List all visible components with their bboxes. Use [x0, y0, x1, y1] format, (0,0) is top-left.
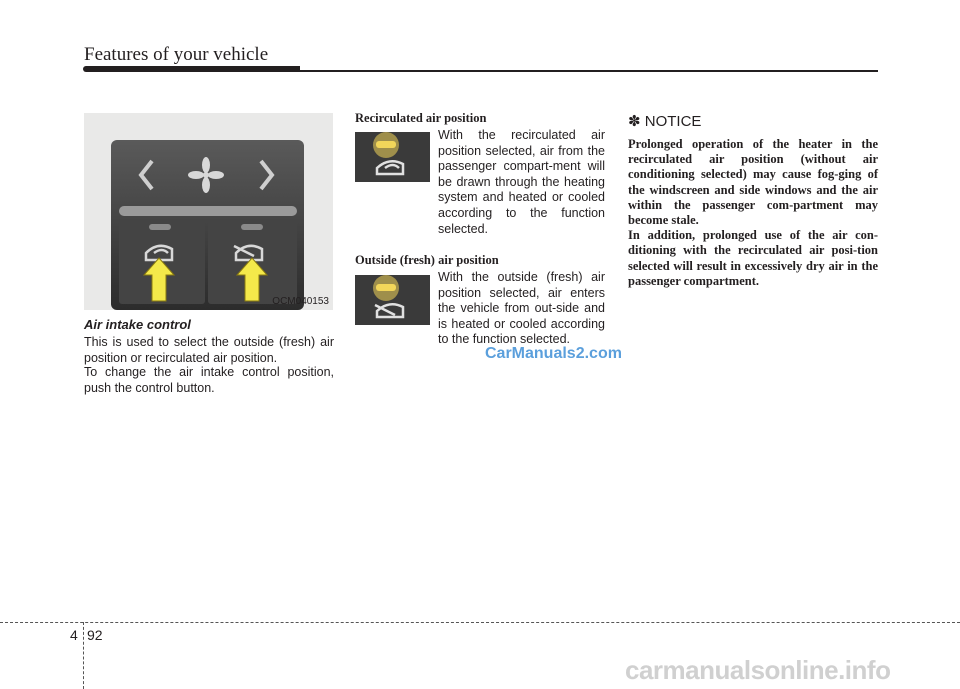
footer-site-text: carmanualsonline.info — [625, 655, 891, 685]
notice-title — [628, 112, 701, 130]
control-panel-figure — [84, 113, 333, 310]
figure-code: OCM040153 — [272, 296, 329, 307]
watermark: CarManuals2.com — [485, 345, 622, 362]
outside-text: With the outside (fresh) air position selected, air enters the vehicle from out-side and is heated or cooled according to the function selected. — [438, 270, 605, 347]
recirculate-icon — [377, 161, 403, 174]
outside-heading: Outside (fresh) air position — [355, 253, 499, 267]
footer-divider — [83, 622, 84, 689]
indicator-led — [376, 284, 396, 291]
notice-symbol: ✽ — [628, 113, 641, 130]
header-rule — [300, 70, 878, 72]
notice-label: NOTICE — [644, 113, 702, 130]
fresh-air-icon — [375, 304, 403, 317]
intake-paragraph-1: This is used to select the outside (fresh) air position or recirculated air position. — [84, 335, 334, 365]
page-number: 92 — [87, 627, 103, 643]
footer-rule — [0, 622, 960, 623]
recirculated-thumbnail — [355, 132, 430, 182]
recirculated-text: With the recirculated air position selected, air from the passenger compart-ment will be drawn through the heating system and heated or cooled according to the function selected. — [438, 128, 605, 236]
indicator-led — [376, 141, 396, 148]
chapter-number: 4 — [70, 627, 78, 643]
notice-body — [628, 137, 878, 289]
notice-paragraph-2: In addition, prolonged use of the air con-ditioning with the recirculated air posi-tion selected will result in excessively dry air in the passenger compartment. — [628, 228, 878, 288]
indicator-led — [241, 224, 263, 230]
indicator-led — [149, 224, 171, 230]
page-header-title: Features of your vehicle — [84, 44, 269, 65]
notice-paragraph-1: Prolonged operation of the heater in the recirculated air position (without air conditioning selected) may cause fog-ging of the windscreen and side windows and the air within the passenger com-partment may become stale. — [628, 137, 878, 228]
recirculated-heading: Recirculated air position — [355, 111, 487, 125]
outside-thumbnail — [355, 275, 430, 325]
section-heading: Air intake control — [84, 317, 191, 332]
intake-paragraph-2: To change the air intake control position, push the control button. — [84, 365, 334, 395]
header-bar — [83, 66, 300, 72]
panel-rail — [119, 206, 297, 216]
